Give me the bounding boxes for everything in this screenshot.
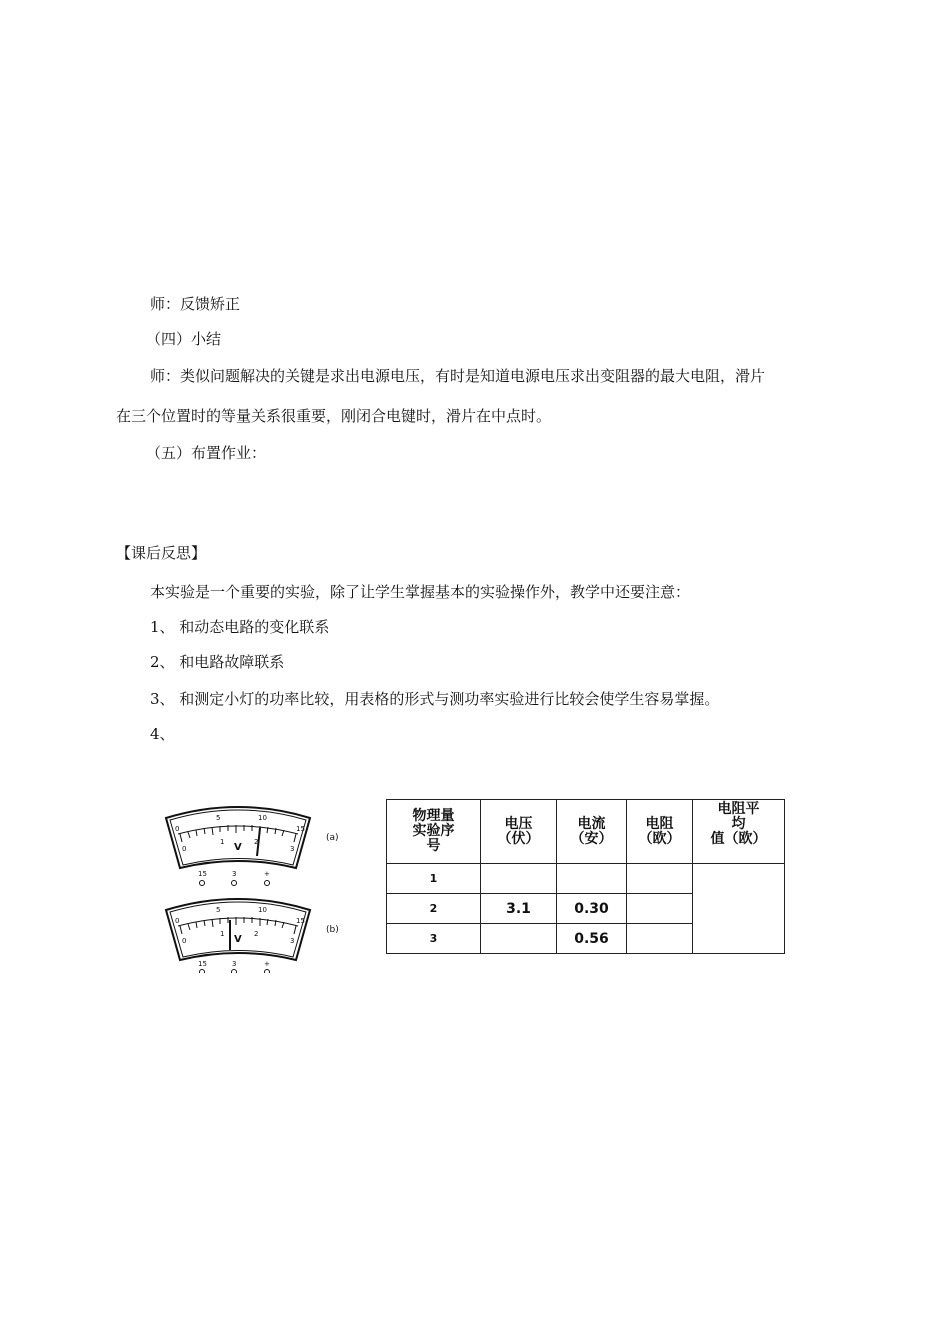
row-3-resistance — [627, 924, 693, 954]
row-1-resistance — [627, 864, 693, 894]
meter-a-sub-0: 0 — [182, 845, 187, 853]
row-1-current — [557, 864, 627, 894]
meter-b-tick-15: 15 — [296, 917, 305, 925]
row-1-voltage — [481, 864, 557, 894]
meter-a-sub-1: 1 — [220, 838, 225, 846]
meter-a-tick-15: 15 — [296, 825, 305, 833]
meter-a-tick-0: 0 — [175, 825, 180, 833]
meter-a-terminal-3: 3 — [232, 870, 237, 878]
voltmeter-b — [166, 899, 339, 973]
row-2-voltage: 3.1 — [481, 894, 557, 924]
list-item-3: 3、 和测定小灯的功率比较，用表格的形式与测功率实验进行比较会使学生容易掌握。 — [150, 690, 720, 708]
row-3-current: 0.56 — [557, 924, 627, 954]
meter-b-sub-1: 1 — [220, 930, 225, 938]
table-row — [387, 864, 785, 894]
header-current-text: 电流 （安） — [570, 815, 613, 847]
meter-a-terminal-15: 15 — [198, 870, 207, 878]
table-header-row — [387, 800, 785, 864]
meter-a-sub-2: 2 — [254, 838, 259, 846]
meter-b-tick-10: 10 — [258, 906, 267, 914]
meter-b-tick-0: 0 — [175, 917, 180, 925]
meter-a-unit: V — [234, 842, 242, 853]
list-item-1: 1、 和动态电路的变化联系 — [150, 618, 330, 636]
meter-b-terminal-plus: + — [264, 960, 270, 968]
header-voltage-text: 电压 （伏） — [497, 815, 540, 847]
meter-b-terminal-3: 3 — [232, 960, 237, 968]
meter-b-label: (b) — [326, 925, 339, 935]
row-1-index: 1 — [387, 864, 481, 894]
row-3-voltage — [481, 924, 557, 954]
meter-a-label: (a) — [326, 833, 339, 843]
heading-summary: （四）小结 — [146, 330, 222, 348]
meter-b-sub-2: 2 — [254, 930, 259, 938]
header-voltage — [481, 800, 557, 864]
header-average-text: 电阻平 均 值（欧） — [710, 801, 767, 847]
average-cell — [693, 864, 785, 954]
header-resistance — [627, 800, 693, 864]
meter-b-tick-5: 5 — [216, 906, 221, 914]
voltmeter-figure — [158, 798, 358, 973]
meter-b-sub-0: 0 — [182, 937, 187, 945]
meter-b-sub-3: 3 — [290, 937, 295, 945]
header-quantity — [387, 800, 481, 864]
row-2-current: 0.30 — [557, 894, 627, 924]
row-3-index: 3 — [387, 924, 481, 954]
header-quantity-text: 物理量 实验序 号 — [412, 808, 455, 854]
heading-homework: （五）布置作业： — [146, 444, 267, 462]
row-2-index: 2 — [387, 894, 481, 924]
voltmeter-a — [166, 807, 339, 886]
experiment-table — [386, 799, 785, 954]
paragraph-reflection: 本实验是一个重要的实验，除了让学生掌握基本的实验操作外，教学中还要注意： — [150, 583, 691, 601]
meter-a-sub-3: 3 — [290, 845, 295, 853]
list-item-4: 4、 — [150, 725, 175, 743]
meter-b-unit: V — [234, 934, 242, 945]
header-current — [557, 800, 627, 864]
meter-a-terminal-plus: + — [264, 870, 270, 878]
meter-b-terminal-15: 15 — [198, 960, 207, 968]
paragraph-feedback: 师：反馈矫正 — [150, 295, 241, 313]
voltmeter-illustration — [158, 798, 358, 973]
meter-a-tick-10: 10 — [258, 814, 267, 822]
paragraph-summary-2: 在三个位置时的等量关系很重要，刚闭合电键时，滑片在中点时。 — [116, 407, 552, 425]
meter-a-tick-5: 5 — [216, 814, 221, 822]
header-resistance-text: 电阻 （欧） — [638, 815, 681, 847]
heading-reflection: 【课后反思】 — [116, 544, 207, 562]
row-2-resistance — [627, 894, 693, 924]
list-item-2: 2、 和电路故障联系 — [150, 653, 285, 671]
paragraph-summary-1: 师：类似问题解决的关键是求出电源电压，有时是知道电源电压求出变阻器的最大电阻，滑片 — [150, 367, 766, 385]
header-average — [693, 800, 785, 864]
